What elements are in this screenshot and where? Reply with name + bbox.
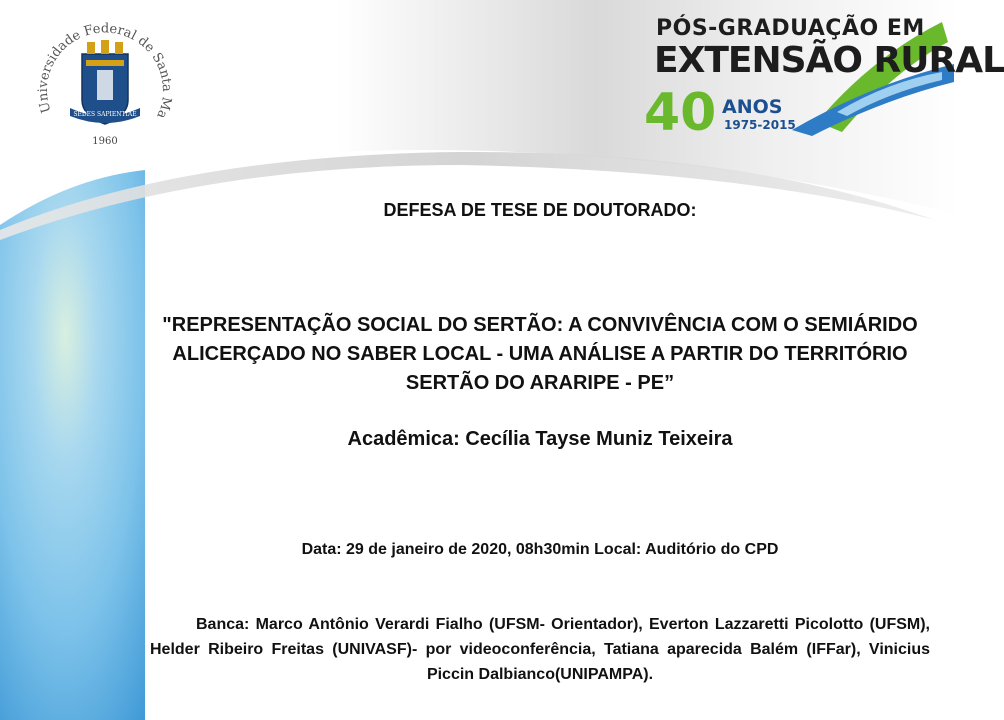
date-location: Data: 29 de janeiro de 2020, 08h30min Local: Auditório do CPD [301,541,779,558]
ufsm-seal-text: Universidade Federal de Santa Ma [35,21,175,121]
anniversary-years: 1975-2015 [724,118,796,132]
program-logo [642,12,1004,143]
committee-text: Banca: Marco Antônio Verardi Fialho (UFSM- Orientador), Everton Lazzaretti Picolotto (UFSM), Helder Ribeiro Freitas (UNIVASF)- por videoconferência, Tatiana aparecida Balém (IFFar), Vinicius Piccin Dalbianco(UNIPAMPA). [150,616,930,683]
ufsm-motto: SEDES SAPIENTIAE [73,111,137,118]
program-title-line2: EXTENSÃO RURAL [654,40,1004,81]
left-blue-panel [0,170,145,720]
ufsm-year: 1960 [92,136,118,147]
examining-committee [150,612,930,687]
defense-heading: DEFESA DE TESE DE DOUTORADO: [383,200,697,220]
anniversary-number: 40 [644,83,717,143]
anniversary-word: ANOS [722,96,783,118]
ufsm-logo [30,12,180,152]
program-title-line1: PÓS-GRADUAÇÃO EM [656,16,925,41]
academic-name: Acadêmica: Cecília Tayse Muniz Teixeira [347,428,733,450]
thesis-title: "REPRESENTAÇÃO SOCIAL DO SERTÃO: A CONVIVÊNCIA COM O SEMIÁRIDO ALICERÇADO NO SABER LOCAL - UMA ANÁLISE A PARTIR DO TERRITÓRIO SERTÃO DO ARARIPE - PE” [162,314,918,394]
